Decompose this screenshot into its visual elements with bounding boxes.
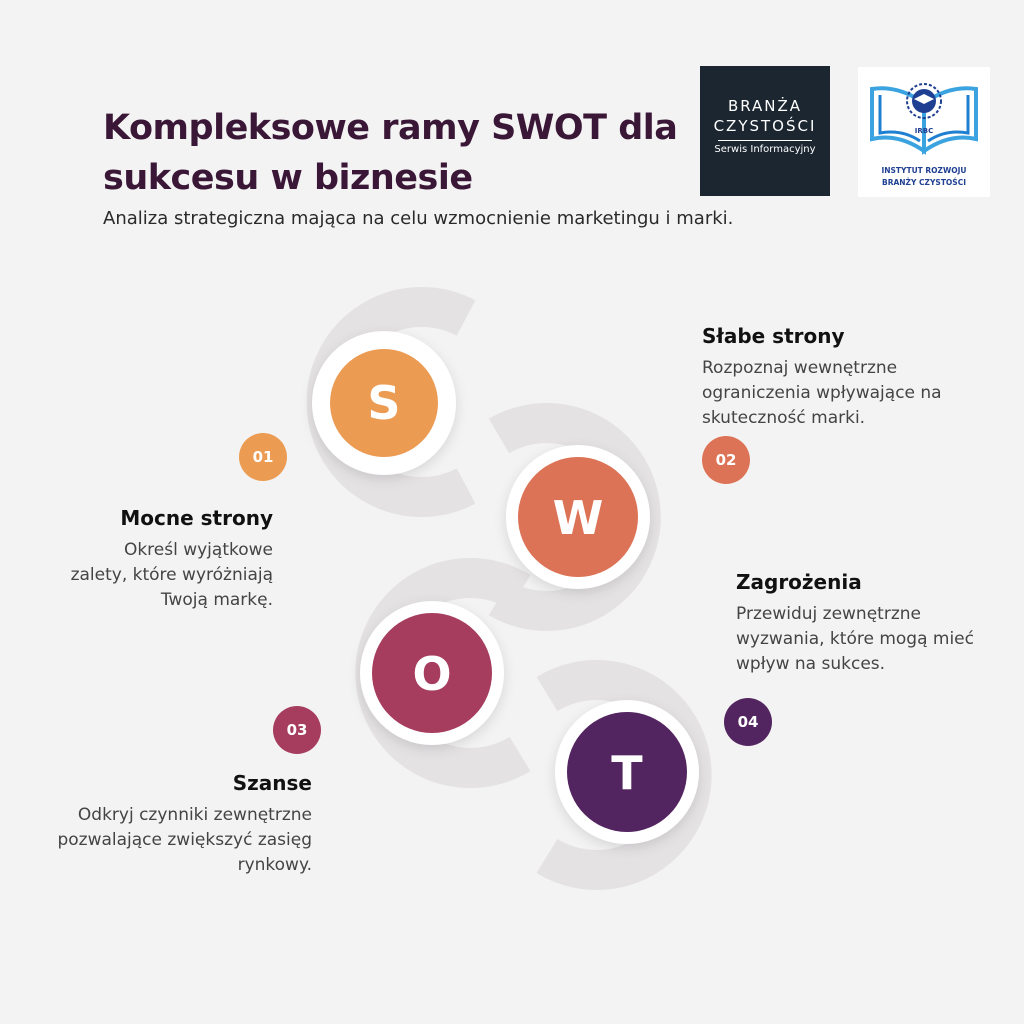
- number-03: 03: [286, 721, 308, 739]
- irbc-acronym: IRBC: [914, 127, 934, 135]
- threats-heading: Zagrożenia: [736, 570, 862, 594]
- number-04: 04: [737, 713, 759, 731]
- irbc-line-1: INSTYTUT ROZWOJU: [881, 166, 967, 175]
- opportunities-text: Odkryj czynniki zewnętrzne pozwalające zwiększyć zasięg rynkowy.: [57, 805, 312, 875]
- letter-w: W: [552, 491, 604, 545]
- letter-t: T: [611, 746, 643, 800]
- swot-weaknesses: [702, 324, 942, 431]
- threats-text: Przewiduj zewnętrzne wyzwania, które mogą mieć wpływ na sukces.: [736, 604, 974, 674]
- logo-tagline: Serwis Informacyjny: [714, 144, 816, 155]
- page-title: Kompleksowe ramy SWOT dla sukcesu w biznesie: [103, 108, 678, 198]
- letter-s: S: [367, 376, 401, 430]
- strengths-heading: Mocne strony: [120, 506, 273, 530]
- weaknesses-heading: Słabe strony: [702, 324, 845, 348]
- strengths-text: Określ wyjątkowe zalety, które wyróżniają Twoją markę.: [70, 540, 273, 610]
- logo-line-2: CZYSTOŚCI: [713, 117, 817, 135]
- swot-threats: [736, 570, 974, 677]
- number-01: 01: [252, 448, 274, 466]
- number-02: 02: [715, 451, 737, 469]
- logo-line-1: BRANŻA: [727, 97, 803, 115]
- letter-o: O: [412, 647, 452, 701]
- irbc-line-2: BRANŻY CZYSTOŚCI: [881, 178, 967, 187]
- page-subtitle: Analiza strategiczna mająca na celu wzmocnienie marketingu i marki.: [103, 208, 734, 229]
- weaknesses-text: Rozpoznaj wewnętrzne ograniczenia wpływające na skuteczność marki.: [702, 358, 942, 428]
- swot-opportunities: [57, 771, 312, 878]
- swot-strengths: [71, 506, 273, 613]
- opportunities-heading: Szanse: [232, 771, 312, 795]
